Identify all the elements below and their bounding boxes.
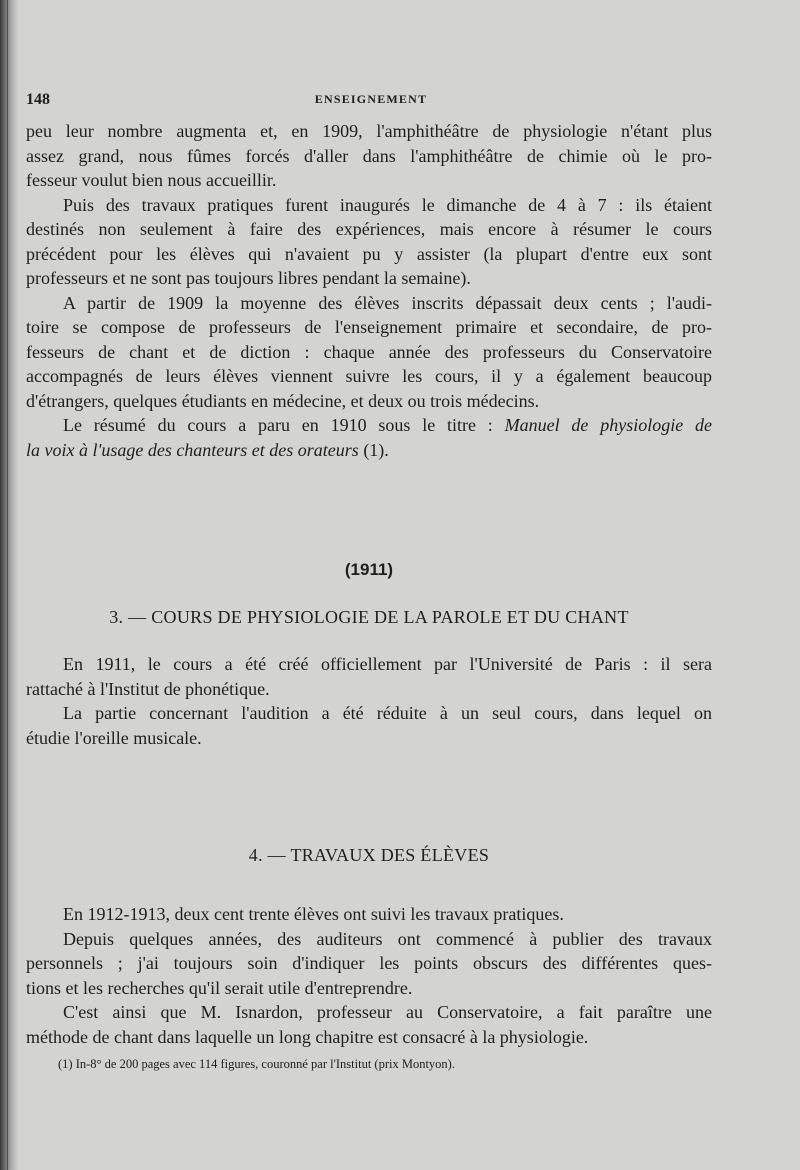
text-line: peu leur nombre augmenta et, en 1909, l'amphithéâtre de physiologie n'étant plus xyxy=(26,121,712,141)
intro-paragraphs xyxy=(26,119,712,462)
book-binding xyxy=(0,0,18,1170)
text-line: Depuis quelques années, des auditeurs ont commencé à publier des travaux xyxy=(63,928,712,949)
text-line: tions et les recherches qu'il serait utile d'entreprendre. xyxy=(26,977,413,998)
text-line: fesseurs de chant et de diction : chaque année des professeurs du Conservatoire xyxy=(26,341,712,362)
section-3-title: 3. — COURS DE PHYSIOLOGIE DE LA PAROLE ET DU CHANT xyxy=(109,607,629,627)
text-line: Puis des travaux pratiques furent inaugurés le dimanche de 4 à 7 : ils étaient xyxy=(63,194,712,215)
text-line: professeurs et ne sont pas toujours libres pendant la semaine). xyxy=(26,268,471,288)
text-line: En 1912-1913, deux cent trente élèves ont suivi les travaux pratiques. xyxy=(63,904,564,924)
section-4-body xyxy=(26,902,712,1049)
resume-line-2 xyxy=(26,438,712,463)
section-4-title: 4. — TRAVAUX DES ÉLÈVES xyxy=(248,845,490,865)
text-line: En 1911, le cours a été créé officiellement par l'Université de Paris : il sera xyxy=(63,654,712,674)
text-line: précédent pour les élèves qui n'avaient pu y assister (la plupart d'entre eux sont xyxy=(26,243,712,264)
resume-title-part1: Manuel de physiologie de xyxy=(504,415,713,435)
year-heading: (1911) xyxy=(344,560,394,579)
resume-prefix: Le résumé du cours a paru en 1910 sous le titre : xyxy=(63,415,505,435)
page-header xyxy=(26,91,716,111)
text-line: d'étrangers, quelques étudiants en médecine, et deux ou trois médecins. xyxy=(26,390,540,411)
running-head: ENSEIGNEMENT xyxy=(314,92,428,106)
section-3-body xyxy=(26,652,712,750)
text-line: destinés non seulement à faire des expériences, mais encore à résumer le cours xyxy=(26,219,712,239)
text-line: C'est ainsi que M. Isnardon, professeur au Conservatoire, a fait paraître une xyxy=(63,1002,712,1022)
footnote: (1) In-8° de 200 pages avec 114 figures, couronné par l'Institut (prix Montyon). xyxy=(58,1057,455,1071)
resume-title-part2: la voix à l'usage des chanteurs et des orateurs xyxy=(26,439,359,460)
text-line: La partie concernant l'audition a été réduite à un seul cours, dans lequel on xyxy=(63,703,712,723)
text-line: accompagnés de leurs élèves viennent suivre les cours, il y a également beaucoup xyxy=(26,366,712,386)
text-line: étudie l'oreille musicale. xyxy=(26,727,202,748)
resume-line xyxy=(26,413,712,438)
text-line: personnels ; j'ai toujours soin d'indiquer les points obscurs des différentes ques- xyxy=(26,953,712,973)
text-line: méthode de chant dans laquelle un long chapitre est consacré à la physiologie. xyxy=(26,1026,589,1047)
book-page xyxy=(26,0,786,1170)
page-number: 148 xyxy=(26,91,50,108)
text-line: A partir de 1909 la moyenne des élèves inscrits dépassait deux cents ; l'audi- xyxy=(63,292,712,313)
text-line: fesseur voulut bien nous accueillir. xyxy=(26,170,277,190)
text-line: toire se compose de professeurs de l'enseignement primaire et secondaire, de pro- xyxy=(26,317,712,337)
footnote-ref: (1). xyxy=(358,439,389,460)
text-line: assez grand, nous fûmes forcés d'aller dans l'amphithéâtre de chimie où le pro- xyxy=(26,145,712,166)
text-line: rattaché à l'Institut de phonétique. xyxy=(26,678,270,699)
